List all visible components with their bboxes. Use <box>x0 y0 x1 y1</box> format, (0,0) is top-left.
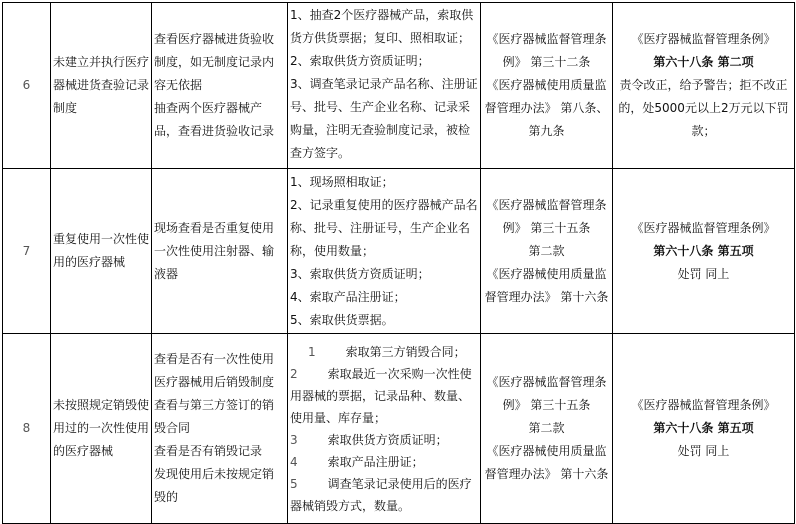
penalty-text: 处罚 同上 <box>677 266 730 281</box>
table-row <box>3 3 795 169</box>
penalty-text: 处罚 同上 <box>677 444 730 458</box>
basis-cell <box>481 334 613 524</box>
basis-line: 《医疗器械使用质量监督管理办法》 第八条、第九条 <box>484 78 609 138</box>
table-row <box>3 334 795 524</box>
evidence-line: 2、索取供货方资质证明； <box>290 54 430 68</box>
method-line: 查看与第三方签订的销毁合同 <box>154 398 275 435</box>
evidence-cell <box>288 3 481 169</box>
evidence-line: 4、索取产品注册证； <box>290 289 406 304</box>
regulation-table <box>2 2 795 524</box>
method-line: 查看医疗器械进货验收制度，如无制度记录内容无依据 <box>154 32 275 92</box>
evidence-line: 3 索取供货方资质证明； <box>290 432 448 447</box>
basis-line: 《医疗器械监督管理条例》 第三十二条 <box>486 32 607 69</box>
method-line: 现场查看是否重复使用一次性使用注射器、输液器 <box>154 220 275 281</box>
basis-line: 第二款 <box>528 421 565 435</box>
evidence-line: 3、调查笔录记录产品名称、注册证号、批号、生产企业名称、记录采购量，注明无查验制度记录，被检查方签字。 <box>290 77 478 160</box>
penalty-cell <box>613 3 795 169</box>
row-number: 7 <box>3 169 51 334</box>
basis-line: 《医疗器械监督管理条例》 第三十五条 <box>486 197 607 235</box>
penalty-text: 责令改正，给予警告；拒不改正的，处5000元以上2万元以下罚款； <box>618 78 789 138</box>
evidence-line: 2 索取最近一次采购一次性使用器械的票据，记录品种、数量、使用量、库存量； <box>290 366 472 425</box>
method-cell <box>152 169 288 334</box>
basis-cell <box>481 3 613 169</box>
basis-line: 第二款 <box>528 243 565 258</box>
table-row <box>3 169 795 334</box>
evidence-line: 1、现场照相取证； <box>290 174 394 189</box>
evidence-line: 1 索取第三方销毁合同； <box>308 344 466 359</box>
penalty-cell <box>613 334 795 524</box>
method-cell <box>152 3 288 169</box>
method-line: 发现使用后未按规定销毁的 <box>154 467 275 504</box>
basis-line: 《医疗器械使用质量监督管理办法》 第十六条 <box>484 444 609 481</box>
evidence-line: 5、索取供货票据。 <box>290 312 394 327</box>
row-number: 8 <box>3 334 51 524</box>
penalty-title: 《医疗器械监督管理条例》 <box>631 398 776 412</box>
row-number: 6 <box>3 3 51 169</box>
evidence-line: 1、抽查2个医疗器械产品，索取供货方供货票据；复印、照相取证； <box>290 8 474 45</box>
penalty-article: 第六十八条 第二项 <box>653 55 754 69</box>
evidence-line: 5 调查笔录记录使用后的医疗器械销毁方式，数量。 <box>290 476 472 513</box>
basis-cell <box>481 169 613 334</box>
issue-cell: 未按照规定销毁使用过的一次性使用的医疗器械 <box>51 334 152 524</box>
penalty-article: 第六十八条 第五项 <box>653 421 754 435</box>
issue-cell: 重复使用一次性使用的医疗器械 <box>51 169 152 334</box>
evidence-cell <box>288 334 481 524</box>
penalty-title: 《医疗器械监督管理条例》 <box>631 32 776 46</box>
method-line: 查看是否有一次性使用医疗器械用后销毁制度 <box>154 352 275 389</box>
evidence-line: 3、索取供货方资质证明； <box>290 266 430 281</box>
evidence-line: 4 索取产品注册证； <box>290 454 424 469</box>
evidence-cell <box>288 169 481 334</box>
basis-line: 《医疗器械监督管理条例》 第三十五条 <box>486 375 607 412</box>
penalty-title: 《医疗器械监督管理条例》 <box>631 220 776 235</box>
method-line: 查看是否有销毁记录 <box>154 444 263 458</box>
basis-line: 《医疗器械使用质量监督管理办法》 第十六条 <box>484 266 609 304</box>
method-line: 抽查两个医疗器械产品，查看进货验收记录 <box>154 101 275 138</box>
method-cell <box>152 334 288 524</box>
issue-cell: 未建立并执行医疗器械进货查验记录制度 <box>51 3 152 169</box>
penalty-article: 第六十八条 第五项 <box>653 243 754 258</box>
evidence-line: 2、记录重复使用的医疗器械产品名称、批号、注册证号，生产企业名称，使用数量； <box>290 197 478 258</box>
penalty-cell <box>613 169 795 334</box>
